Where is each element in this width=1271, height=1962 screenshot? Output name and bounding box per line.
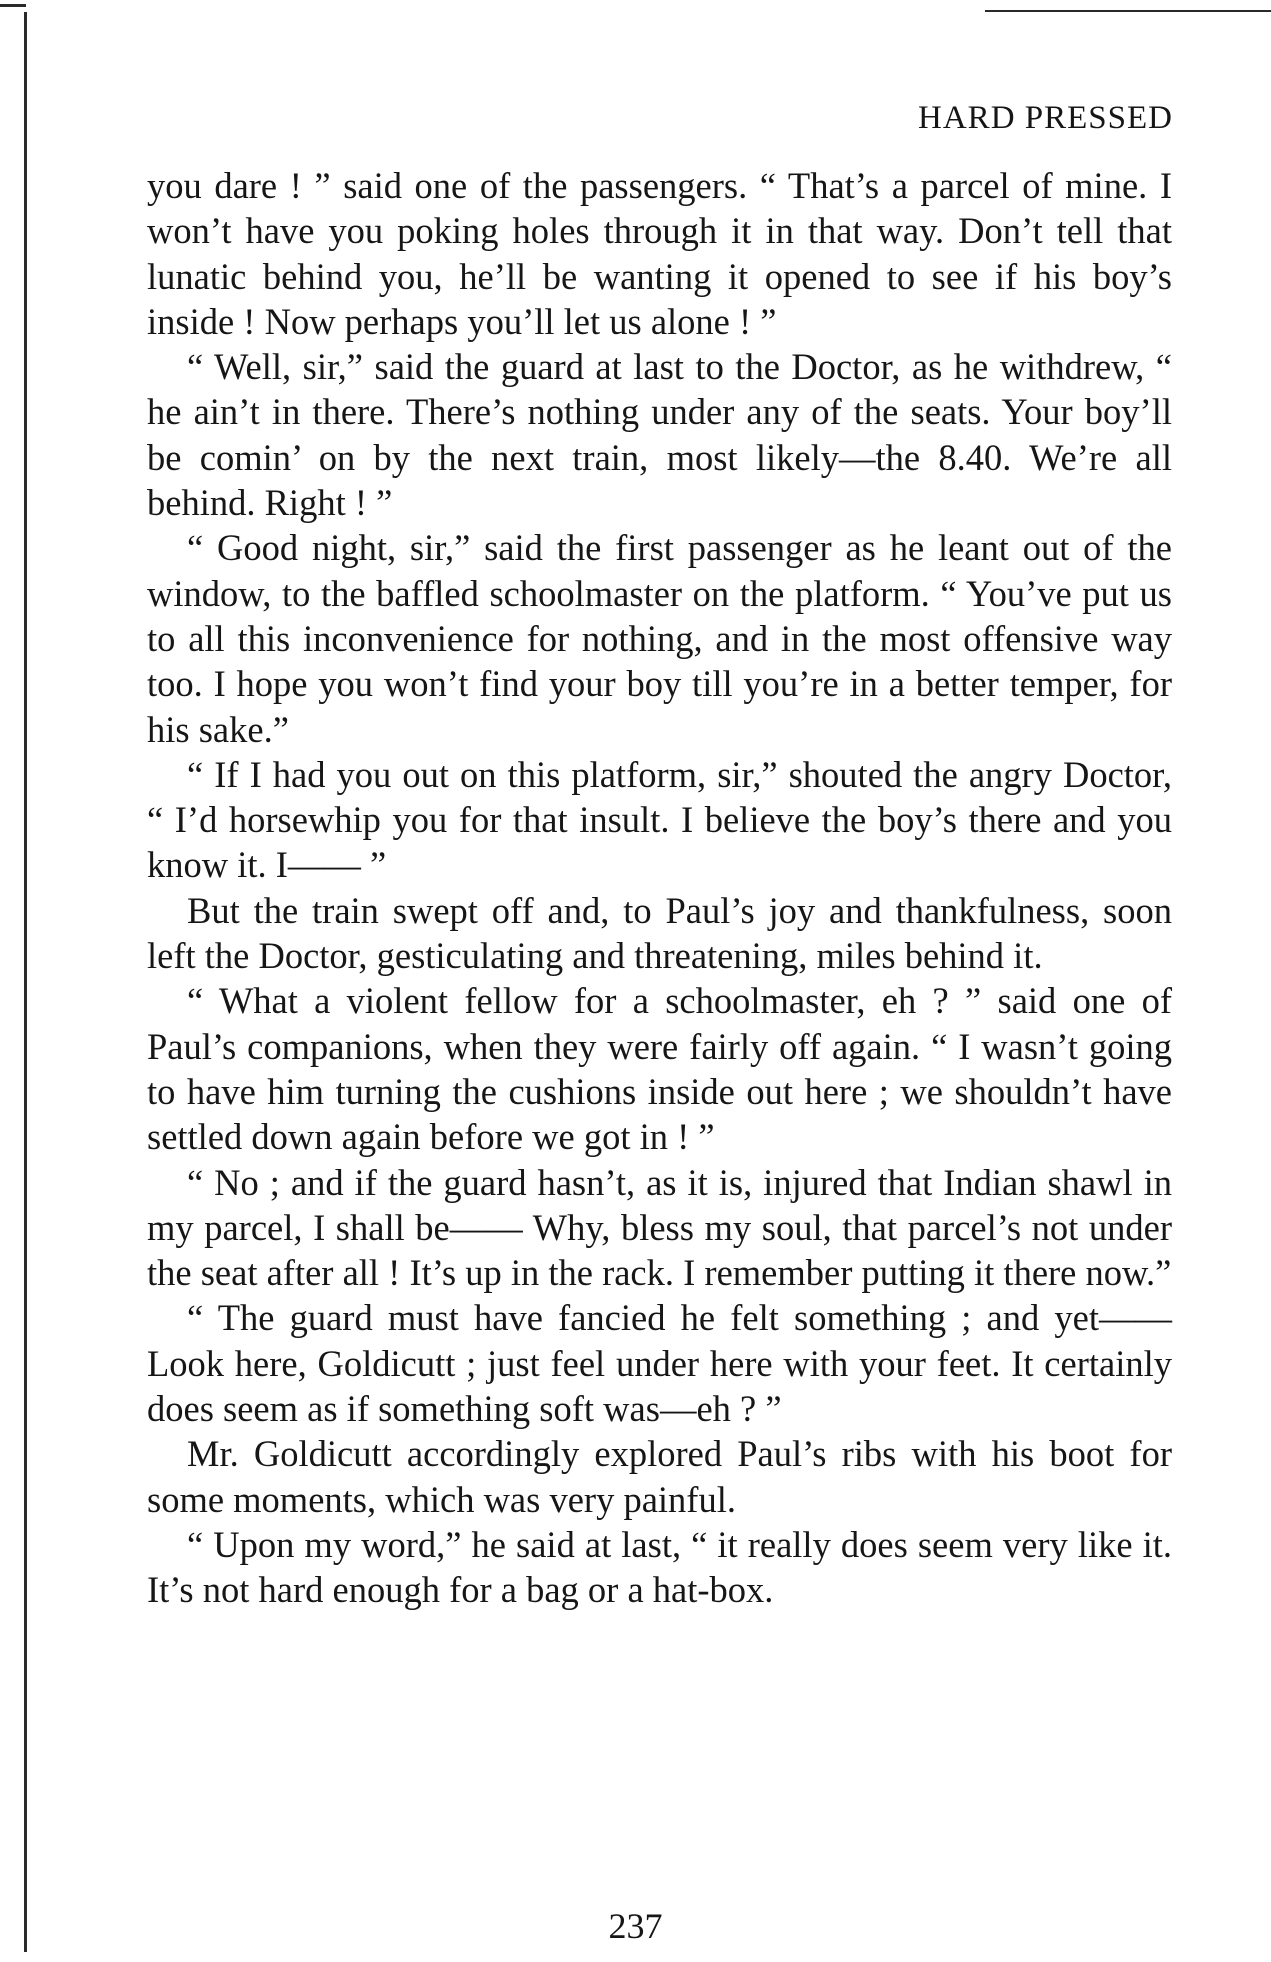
page-number: 237 (608, 1906, 663, 1946)
paragraph: “ The guard must have fancied he felt something ; and yet—— Look here, Goldicutt ; just feel under here with your feet. It certainly does seem as if something soft was—eh ? ” (147, 1297, 1172, 1430)
paragraph: “ If I had you out on this platform, sir,” shouted the angry Doctor, “ I’d horsewhip you for that insult. I believe the boy’s there and you know it. I—— ” (147, 753, 1172, 886)
running-head: HARD PRESSED (918, 100, 1173, 136)
body-text (147, 163, 1172, 1613)
top-rule (985, 10, 1271, 12)
paragraph: Mr. Goldicutt accordingly explored Paul’s ribs with his boot for some moments, which was very painful. (147, 1433, 1172, 1520)
paragraph: “ What a violent fellow for a schoolmaster, eh ? ” said one of Paul’s companions, when they were fairly off again. “ I wasn’t going to have him turning the cushions inside out here ; we shouldn’t have settled down again before we got in ! ” (147, 980, 1172, 1158)
paragraph: “ Good night, sir,” said the first passenger as he leant out of the window, to the baffled schoolmaster on the platform. “ You’ve put us to all this inconvenience for nothing, and in the most offensive way too. I hope you won’t find your boy till you’re in a better temper, for his sake.” (147, 527, 1172, 750)
binding-edge-hook (0, 4, 26, 7)
paragraph: “ No ; and if the guard hasn’t, as it is, injured that Indian shawl in my parcel, I shall be—— Why, bless my soul, that parcel’s not under the seat after all ! It’s up in the rack. I remember putting it there now.” (147, 1161, 1172, 1294)
paragraph: “ Well, sir,” said the guard at last to the Doctor, as he withdrew, “ he ain’t in there. There’s nothing under any of the seats. Your boy’ll be comin’ on by the next train, most likely—the 8.40. We’re all behind. Right ! ” (147, 346, 1172, 524)
paragraph: “ Upon my word,” he said at last, “ it really does seem very like it. It’s not hard enough for a bag or a hat-box. (147, 1523, 1172, 1611)
paragraph: you dare ! ” said one of the passengers. “ That’s a parcel of mine. I won’t have you poking holes through it in that way. Don’t tell that lunatic behind you, he’ll be wanting it opened to see if his boy’s inside ! Now perhaps you’ll let us alone ! ” (147, 165, 1172, 342)
paragraph: But the train swept off and, to Paul’s joy and thankfulness, soon left the Doctor, gesticulating and threatening, miles behind it. (147, 889, 1172, 977)
binding-edge-line (24, 12, 27, 1952)
